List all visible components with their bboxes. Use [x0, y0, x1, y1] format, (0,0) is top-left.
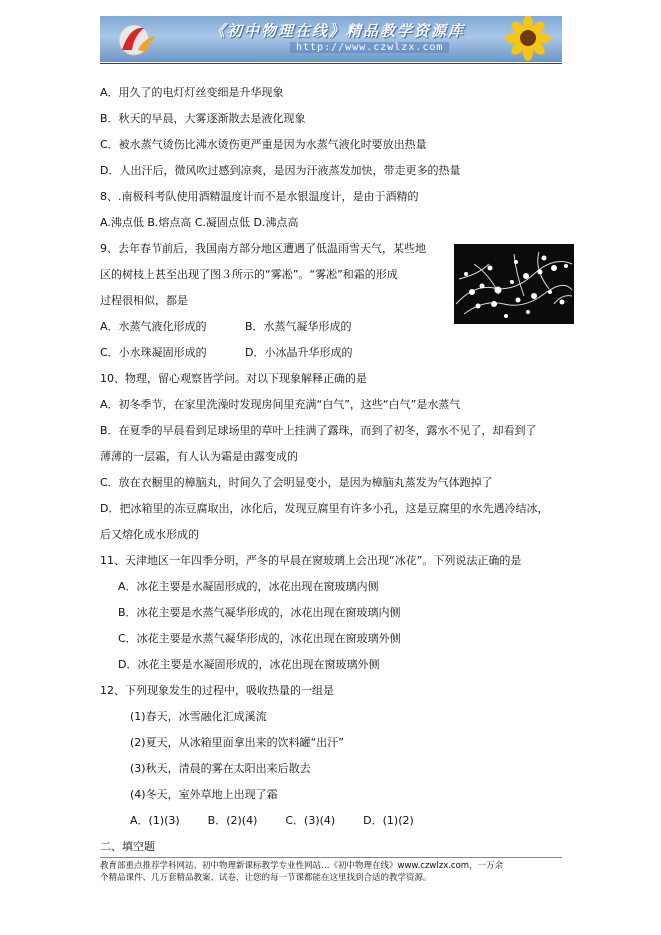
header-banner — [100, 16, 562, 62]
q10-option-d-line2: 后又熔化成水形成的 — [100, 528, 199, 541]
q9-option-a: A．水蒸气液化形成的 — [100, 320, 207, 333]
q8-options: A.沸点低 B.熔点高 C.凝固点低 D.沸点高 — [100, 216, 299, 229]
banner-title: 《初中物理在线》精品教学资源库 — [210, 22, 466, 40]
q12-item-4: (4)冬天，室外草地上出现了霜 — [130, 788, 278, 801]
q12-stem: 12、下列现象发生的过程中，吸收热量的一组是 — [100, 684, 334, 697]
q10-stem: 10、物理，留心观察皆学问。对以下现象解释正确的是 — [100, 372, 367, 385]
q12-item-3: (3)秋天，清晨的雾在太阳出来后散去 — [130, 762, 311, 775]
q9-option-b: B．水蒸气凝华形成的 — [245, 320, 352, 333]
banner-url[interactable]: http://www.czwlzx.com — [290, 42, 449, 53]
q7-option-b: B．秋天的早晨，大雾逐渐散去是液化现象 — [100, 112, 306, 125]
q10-option-d-line1: D．把冰箱里的冻豆腐取出，冰化后，发现豆腐里有许多小孔，这是豆腐里的水先遇冷结冰， — [100, 502, 549, 515]
q11-stem: 11、天津地区一年四季分明，严冬的早晨在窗玻璃上会出现“冰花”。下列说法正确的是 — [100, 554, 522, 567]
q12-options: A．(1)(3) B．(2)(4) C．(3)(4) D．(1)(2) — [130, 814, 414, 827]
q9-stem-line3: 过程很相似，都是 — [100, 294, 188, 307]
footer-line-1: 教育部重点推荐学科网站、初中物理新课标教学专业性网站…《初中物理在线》www.czwlzx.com，一万余 — [100, 861, 504, 871]
q9-option-d: D．小冰晶升华形成的 — [245, 346, 353, 359]
header-divider — [100, 63, 562, 64]
q7-option-d: D．人出汗后，微风吹过感到凉爽，是因为汗液蒸发加快，带走更多的热量 — [100, 164, 461, 177]
q7-option-c: C．被水蒸气烫伤比沸水烫伤更严重是因为水蒸气液化时要放出热量 — [100, 138, 427, 151]
q10-option-b-line2: 薄薄的一层霜，有人认为霜是由露变成的 — [100, 450, 298, 463]
frost-branches-icon — [454, 244, 574, 324]
q9-stem-line2: 区的树枝上甚至出现了图３所示的“雾凇”。“雾凇”和霜的形成 — [100, 268, 398, 281]
footer-divider — [100, 857, 562, 858]
q10-option-c: C．放在衣橱里的樟脑丸，时间久了会明显变小，是因为樟脑丸蒸发为气体跑掉了 — [100, 476, 493, 489]
q12-item-2: (2)夏天，从冰箱里面拿出来的饮料罐“出汗” — [130, 736, 344, 749]
q12-item-1: (1)春天，冰雪融化汇成溪流 — [130, 710, 267, 723]
q10-option-a: A．初冬季节，在家里洗澡时发现房间里充满“白气”，这些“白气”是水蒸气 — [100, 398, 461, 411]
q10-option-b-line1: B．在夏季的早晨看到足球场里的草叶上挂满了露珠，而到了初冬，露水不见了，却看到了 — [100, 424, 537, 437]
q11-option-a: A．冰花主要是水凝固形成的，冰花出现在窗玻璃内侧 — [118, 580, 379, 593]
q11-option-d: D．冰花主要是水凝固形成的，冰花出现在窗玻璃外侧 — [118, 658, 380, 671]
section-heading: 二、填空题 — [100, 840, 155, 853]
site-logo-icon — [108, 20, 168, 58]
q7-option-a: A．用久了的电灯灯丝变细是升华现象 — [100, 86, 284, 99]
q8-stem: 8、.南极科考队使用酒精温度计而不是水银温度计，是由于酒精的 — [100, 190, 419, 203]
footer-line-2: 个精品课件、几万套精品教案、试卷，让您的每一节课都能在这里找到合适的教学资源。 — [100, 873, 432, 883]
q11-option-b: B．冰花主要是水蒸气凝华形成的，冰花出现在窗玻璃内侧 — [118, 606, 401, 619]
q9-option-c: C．小水珠凝固形成的 — [100, 346, 207, 359]
page-footer — [100, 860, 570, 884]
q9-stem-line1: 9、去年春节前后，我国南方部分地区遭遇了低温雨雪天气，某些地 — [100, 242, 426, 255]
sunflower-icon — [488, 16, 558, 62]
q11-option-c: C．冰花主要是水蒸气凝华形成的，冰花出现在窗玻璃外侧 — [118, 632, 401, 645]
rime-frost-figure — [454, 244, 574, 324]
